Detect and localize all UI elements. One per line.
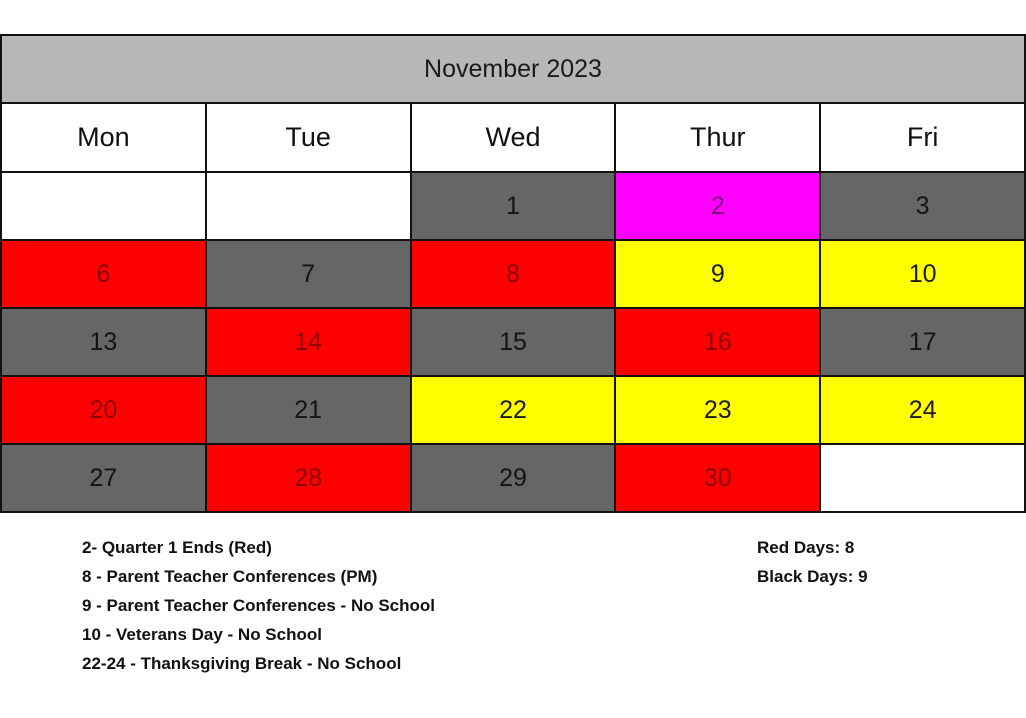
calendar-weeks xyxy=(1,172,1025,512)
day-cell-16: 16 xyxy=(615,308,820,376)
empty-day-cell xyxy=(1,172,206,240)
day-cell-28: 28 xyxy=(206,444,411,512)
day-cell-22: 22 xyxy=(411,376,616,444)
day-cell-24: 24 xyxy=(820,376,1025,444)
note-veterans-day: 10 - Veterans Day - No School xyxy=(82,625,322,644)
day-header-fri: Fri xyxy=(820,103,1025,172)
red-days-count: Red Days: 8 xyxy=(757,538,855,557)
week-row xyxy=(1,444,1025,512)
day-totals xyxy=(757,536,868,594)
day-cell-23: 23 xyxy=(615,376,820,444)
empty-day-cell xyxy=(820,444,1025,512)
day-cell-17: 17 xyxy=(820,308,1025,376)
day-cell-29: 29 xyxy=(411,444,616,512)
week-row xyxy=(1,308,1025,376)
day-cell-10: 10 xyxy=(820,240,1025,308)
day-cell-27: 27 xyxy=(1,444,206,512)
day-cell-15: 15 xyxy=(411,308,616,376)
day-header-mon: Mon xyxy=(1,103,206,172)
note-thanksgiving: 22-24 - Thanksgiving Break - No School xyxy=(82,654,402,673)
day-header-thur: Thur xyxy=(615,103,820,172)
day-cell-13: 13 xyxy=(1,308,206,376)
day-cell-3: 3 xyxy=(820,172,1025,240)
day-cell-7: 7 xyxy=(206,240,411,308)
day-cell-8: 8 xyxy=(411,240,616,308)
week-row xyxy=(1,172,1025,240)
day-cell-6: 6 xyxy=(1,240,206,308)
day-cell-9: 9 xyxy=(615,240,820,308)
black-days-count: Black Days: 9 xyxy=(757,567,868,586)
day-cell-1: 1 xyxy=(411,172,616,240)
day-cell-21: 21 xyxy=(206,376,411,444)
day-header-tue: Tue xyxy=(206,103,411,172)
day-cell-14: 14 xyxy=(206,308,411,376)
calendar-table xyxy=(0,34,1026,513)
week-row xyxy=(1,376,1025,444)
note-quarter-end: 2- Quarter 1 Ends (Red) xyxy=(82,538,272,557)
empty-day-cell xyxy=(206,172,411,240)
day-cell-30: 30 xyxy=(615,444,820,512)
calendar-title: November 2023 xyxy=(1,35,1025,103)
day-header-wed: Wed xyxy=(411,103,616,172)
day-cell-20: 20 xyxy=(1,376,206,444)
note-conferences-pm: 8 - Parent Teacher Conferences (PM) xyxy=(82,567,378,586)
week-row xyxy=(1,240,1025,308)
note-conferences-no-school: 9 - Parent Teacher Conferences - No School xyxy=(82,596,435,615)
calendar-notes xyxy=(82,536,435,681)
day-cell-2: 2 xyxy=(615,172,820,240)
